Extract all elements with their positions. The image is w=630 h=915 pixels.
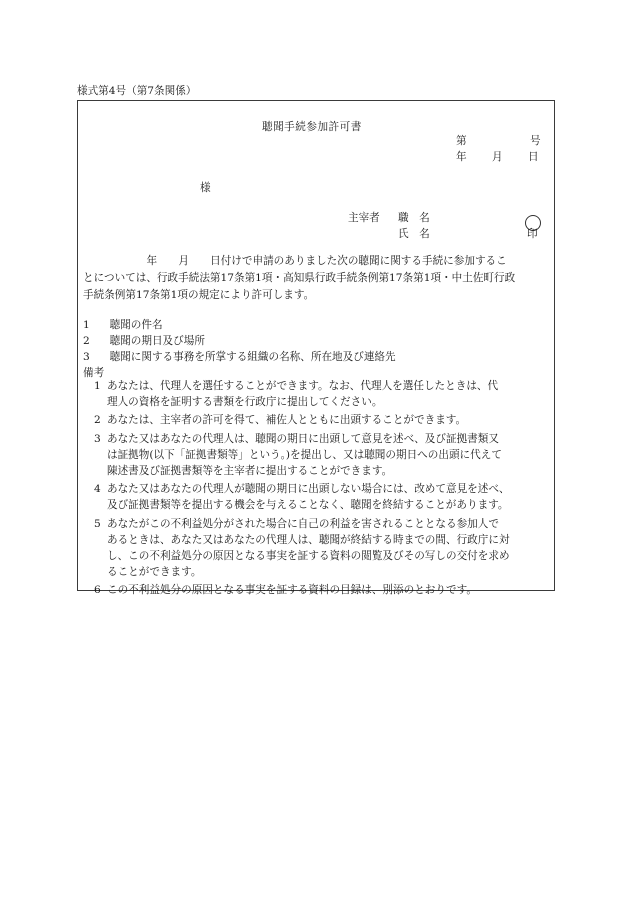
number-prefix: 第	[456, 135, 467, 147]
remark-item	[83, 481, 553, 513]
remark-number: 6	[94, 584, 101, 597]
remarks-list	[83, 378, 553, 601]
remark-item	[83, 582, 553, 598]
remark-line: あるときは、あなた又はあなたの代理人は、聴聞が終結する時までの間、行政庁に対	[107, 533, 510, 546]
number-suffix: 号	[530, 135, 541, 147]
list-item	[83, 349, 396, 365]
remark-line: 理人の資格を証明する書類を行政庁に提出してください。	[107, 396, 383, 409]
item-number: 1	[83, 319, 90, 331]
remark-item	[83, 516, 553, 581]
remark-line: あなたは、代理人を選任することができます。なお、代理人を選任したときは、代	[107, 380, 499, 392]
remark-number: 1	[94, 380, 101, 392]
paragraph-line: とについては、行政手続法第17条第1項・高知県行政手続条例第17条第1項・中土佐町行政	[83, 272, 516, 284]
form-number-label: 様式第4号（第7条関係）	[77, 85, 197, 97]
name-label: 氏 名	[398, 228, 430, 240]
position-label: 職 名	[398, 212, 430, 224]
paragraph-line: 手続条例第17条第1項の規定により許可します。	[83, 289, 315, 301]
remark-line: 及び証拠書類等を提出する機会を与えることなく、聴聞を終結することがあります。	[107, 499, 509, 512]
document-title: 聴聞手続参加許可書	[262, 121, 362, 133]
date-day-label: 日	[528, 151, 539, 163]
paragraph-line: 年 月 日付けで申請のありました次の聴聞に関する手続に参加するこ	[83, 255, 507, 267]
remark-number: 3	[94, 432, 101, 445]
seal-label: 印	[527, 228, 538, 240]
organizer-label: 主宰者	[348, 212, 380, 224]
item-number: 2	[83, 335, 90, 347]
remark-item	[83, 412, 553, 428]
remark-number: 2	[94, 414, 101, 427]
remark-line: 陳述書及び証拠書類等を主宰者に提出することができます。	[107, 465, 393, 478]
item-text: 聴聞に関する事務を所掌する組織の名称、所在地及び連絡先	[109, 351, 396, 363]
remark-line: ることができます。	[107, 566, 202, 579]
list-item	[83, 333, 396, 349]
item-text: 聴聞の件名	[109, 319, 163, 331]
remark-line: この不利益処分の原因となる事実を証する資料の目録は、別添のとおりです。	[107, 584, 477, 597]
date-year-label: 年	[456, 151, 467, 163]
remarks-heading: 備考	[83, 367, 105, 379]
remark-number: 4	[94, 483, 101, 496]
remark-number: 5	[94, 517, 101, 530]
list-item	[83, 317, 396, 333]
remark-line: あなた又はあなたの代理人は、聴聞の期日に出頭して意見を述べ、及び証拠書類又	[107, 432, 499, 445]
item-text: 聴聞の期日及び場所	[109, 335, 205, 347]
remark-line: あなたは、主宰者の許可を得て、補佐人とともに出頭することができます。	[107, 414, 467, 427]
date-month-label: 月	[492, 151, 503, 163]
permission-paragraph	[83, 253, 550, 304]
addressee-suffix: 様	[200, 182, 211, 194]
remark-line: し、この不利益処分の原因となる事実を証する資料の閲覧及びその写しの交付を求め	[107, 550, 510, 563]
remark-line: あなたがこの不利益処分がされた場合に自己の利益を害されることとなる参加人で	[107, 517, 499, 530]
remark-line: あなた又はあなたの代理人が聴聞の期日に出頭しない場合には、改めて意見を述べ、	[107, 483, 510, 496]
remark-item	[83, 378, 553, 410]
remark-line: は証拠物(以下「証拠書類等」という。)を提出し、又は聴聞の期日への出頭に代えて	[107, 448, 502, 461]
hearing-items-list	[83, 317, 396, 365]
item-number: 3	[83, 351, 90, 363]
remark-item	[83, 431, 553, 480]
